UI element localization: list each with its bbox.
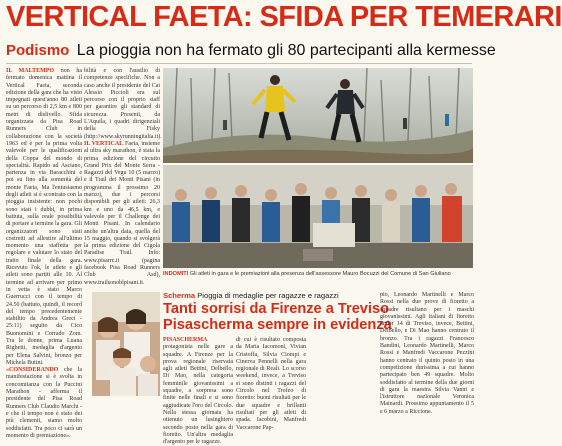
photo-runners-in-fog	[163, 68, 473, 163]
section-kicker-podismo: Podismo	[6, 42, 70, 59]
photo-caption	[163, 269, 473, 279]
photo-award-ceremony	[163, 165, 473, 268]
section-kicker-scherma: Scherma	[163, 291, 196, 300]
article2-kicker	[163, 291, 339, 301]
divider	[6, 63, 472, 64]
article1-lead-col2: IL VERTICAL	[84, 140, 124, 147]
article1-lead2: «CONSIDERANDO	[6, 367, 59, 374]
article2-lead: PISASCHERMA	[163, 337, 208, 343]
article2-deck: Pioggia di medaglie per ragazze e ragazzi	[197, 291, 339, 300]
caption-tag: INDOMITI	[163, 271, 189, 277]
article1-lead: IL MALTEMPO	[6, 68, 55, 74]
article2-body3: pio, Leonardo Martinelli e Marco Rossi nella due prove di fioretto a squadre risultano per i maschi giovanissimi. Agli italiani di fioretto under 14 di Treviso, invece, Bettini, Delbello, e Di Mao hanno centrato il bronzo. Tra i ragazzi Francesco Bandini, Leonardo Martinelli, Marco Rossi e Manfredi Vaccarone Pezzini hanno centrato il quinto posto in una competizione durissima a cui hanno partecipato ben 49 squadre. Molto soddisfatto al termine della due giorni di gara la maestra Silvia Vanni e l'istruttore nazionale Veronica Mainardi. Prossimo appuntamento il 5 e 6 marzo a Riccione.	[380, 292, 474, 415]
article2-body2: di cui è risultato composta da Maria Iacomoni, Vivian Cristoffa, Silvia Ciompi e Cinerva Pennelli nella gara regionale di Reali. Lo scorso weekend, invece, a Treviso si sono distinti i ragazzi del Circolo nel Trofeo di fioretto: buoni risultati per le due squadre e brillanti risultati per gli atleti di spada. Iacobini, Manfredi Vaccarone Pap-	[236, 337, 306, 431]
page-headline: VERTICAL FAETA: SFIDA PER TEMERARI	[6, 1, 562, 33]
article1-body-col2b: Faeta, insieme al ultra sky marathon, è stata la prima edizione del circuito Grand Prix del Monte Serra - Ragazzi del Vegu 10 (5 marzo) e il Trail dei Monti Pisani (in programma il prossimo 20 marzo), due i percorsi disponibili per gli atleti: 26,3 km e uno da 46,5 km, e valevole per il Challenge dei Monti Pisani. In calendario anche un'altra data, quella del 15 maggio, quando si svolgerà la prima edizione del Cigola Paradise Trail. Info: www.pisarrc.it (pagina facebook Pisa Road Runners Club Asd), www.trailsonoblpisani.it.	[84, 140, 160, 286]
subheadline	[6, 40, 496, 62]
article1-body: non ha fermato domenica mattina il Vertical Faeta, seconda edizione della gara che ha visto impegnati quest'anno 80 atleti su un percorso di 2,5 km e 800 metri di dislivello. Sfida organizzata da Pisa Road Runners Club in collaborazione con la società 1963 ed è per la prima volta valevole per le qualificazioni della Coppa del mondo di specialità. Rapido ad Asciano, partenza in via Baracchini e poi su fino alla sommità del monte Faeta, Ma l'entusiasmo degli atleti si è scontrato con la pioggia insistente: non pochi sono stati i dubbi, in prima battuta, sulla reale possibilità di portare a termine la gara. Gli organizzatori sono stati costretti ad allestire all'ultimo momento una staffetta per regolare e valutare lo stato del tratto finale della gara. Ricevuto l'ok, le atlete e gli atleti sono partiti alle 10. Al termine ad arrivare per primo in vetta è stato Marco Guerrucci con il tempo di 24.50 (battuto, quindi, il record del tempo precedentemente stabilito da Andrea Greci - 25:11) seguito da Cico Buonomini e Corrado Zom. Tra le donne, prima Luana Righetti, medaglia d'argento per Elena Salvini, bronzo per Michela Butini.	[6, 68, 82, 366]
article1-column1	[6, 68, 82, 439]
article2-body1: protagonista nelle gare a squadre. A Firenze per la prova regionale riservata agli atleti Bettini, Delbello, Di Mao, nella categoria femminile giovanissimi a squadre, a sorpresa sono finite nelle finali e si sono aggiudicate l'oro del Circolo. Nella stessa giornata ha ottenuto un lusinghiero secondo posto nella gara di fioretto. Un'altra medaglia d'argento per le ragazze.	[163, 344, 233, 446]
article1-body-col2: bilità e con l'ausilio di competenze specifiche. Non a caso anche il presidente del Cai Alessio Piccioli era sul percorso con il proprio staff per garantire gli standard di sicurezza. Presenti, da L'Aquila, i quadri dirigenziali della Fisky (http://www.skyrunningitalia.it).	[84, 68, 162, 140]
article2-column2	[236, 337, 306, 431]
photo-fencing-girls	[92, 292, 160, 396]
caption-text: Gli atleti in gara e le premiazioni alla presenza dell'assessore Mauro Bocuzzi del Comune di San Giuliano	[189, 271, 451, 277]
subheadline-deck: La pioggia non ha fermato gli 80 partecipanti alla kermesse	[76, 42, 496, 59]
article2-title	[163, 301, 392, 333]
article2-title-line1: Tanti sorrisi da Firenze a Treviso	[163, 301, 390, 317]
article2-title-line2: Pisascherma sempre in evidenza	[163, 317, 392, 333]
article1-body2: che la manifestazione si è svolta in concomitanza con la Puccini Marathon - afferma il presidente del Pisa Road Runners Club Claudio Marchi - e che il tempo non è stato dei più clementi, siamo molto soddisfatti. Tra poco ci sarà un momento di premiazione».	[6, 367, 82, 439]
article2-column3	[380, 292, 474, 415]
article2-column1	[163, 337, 233, 446]
